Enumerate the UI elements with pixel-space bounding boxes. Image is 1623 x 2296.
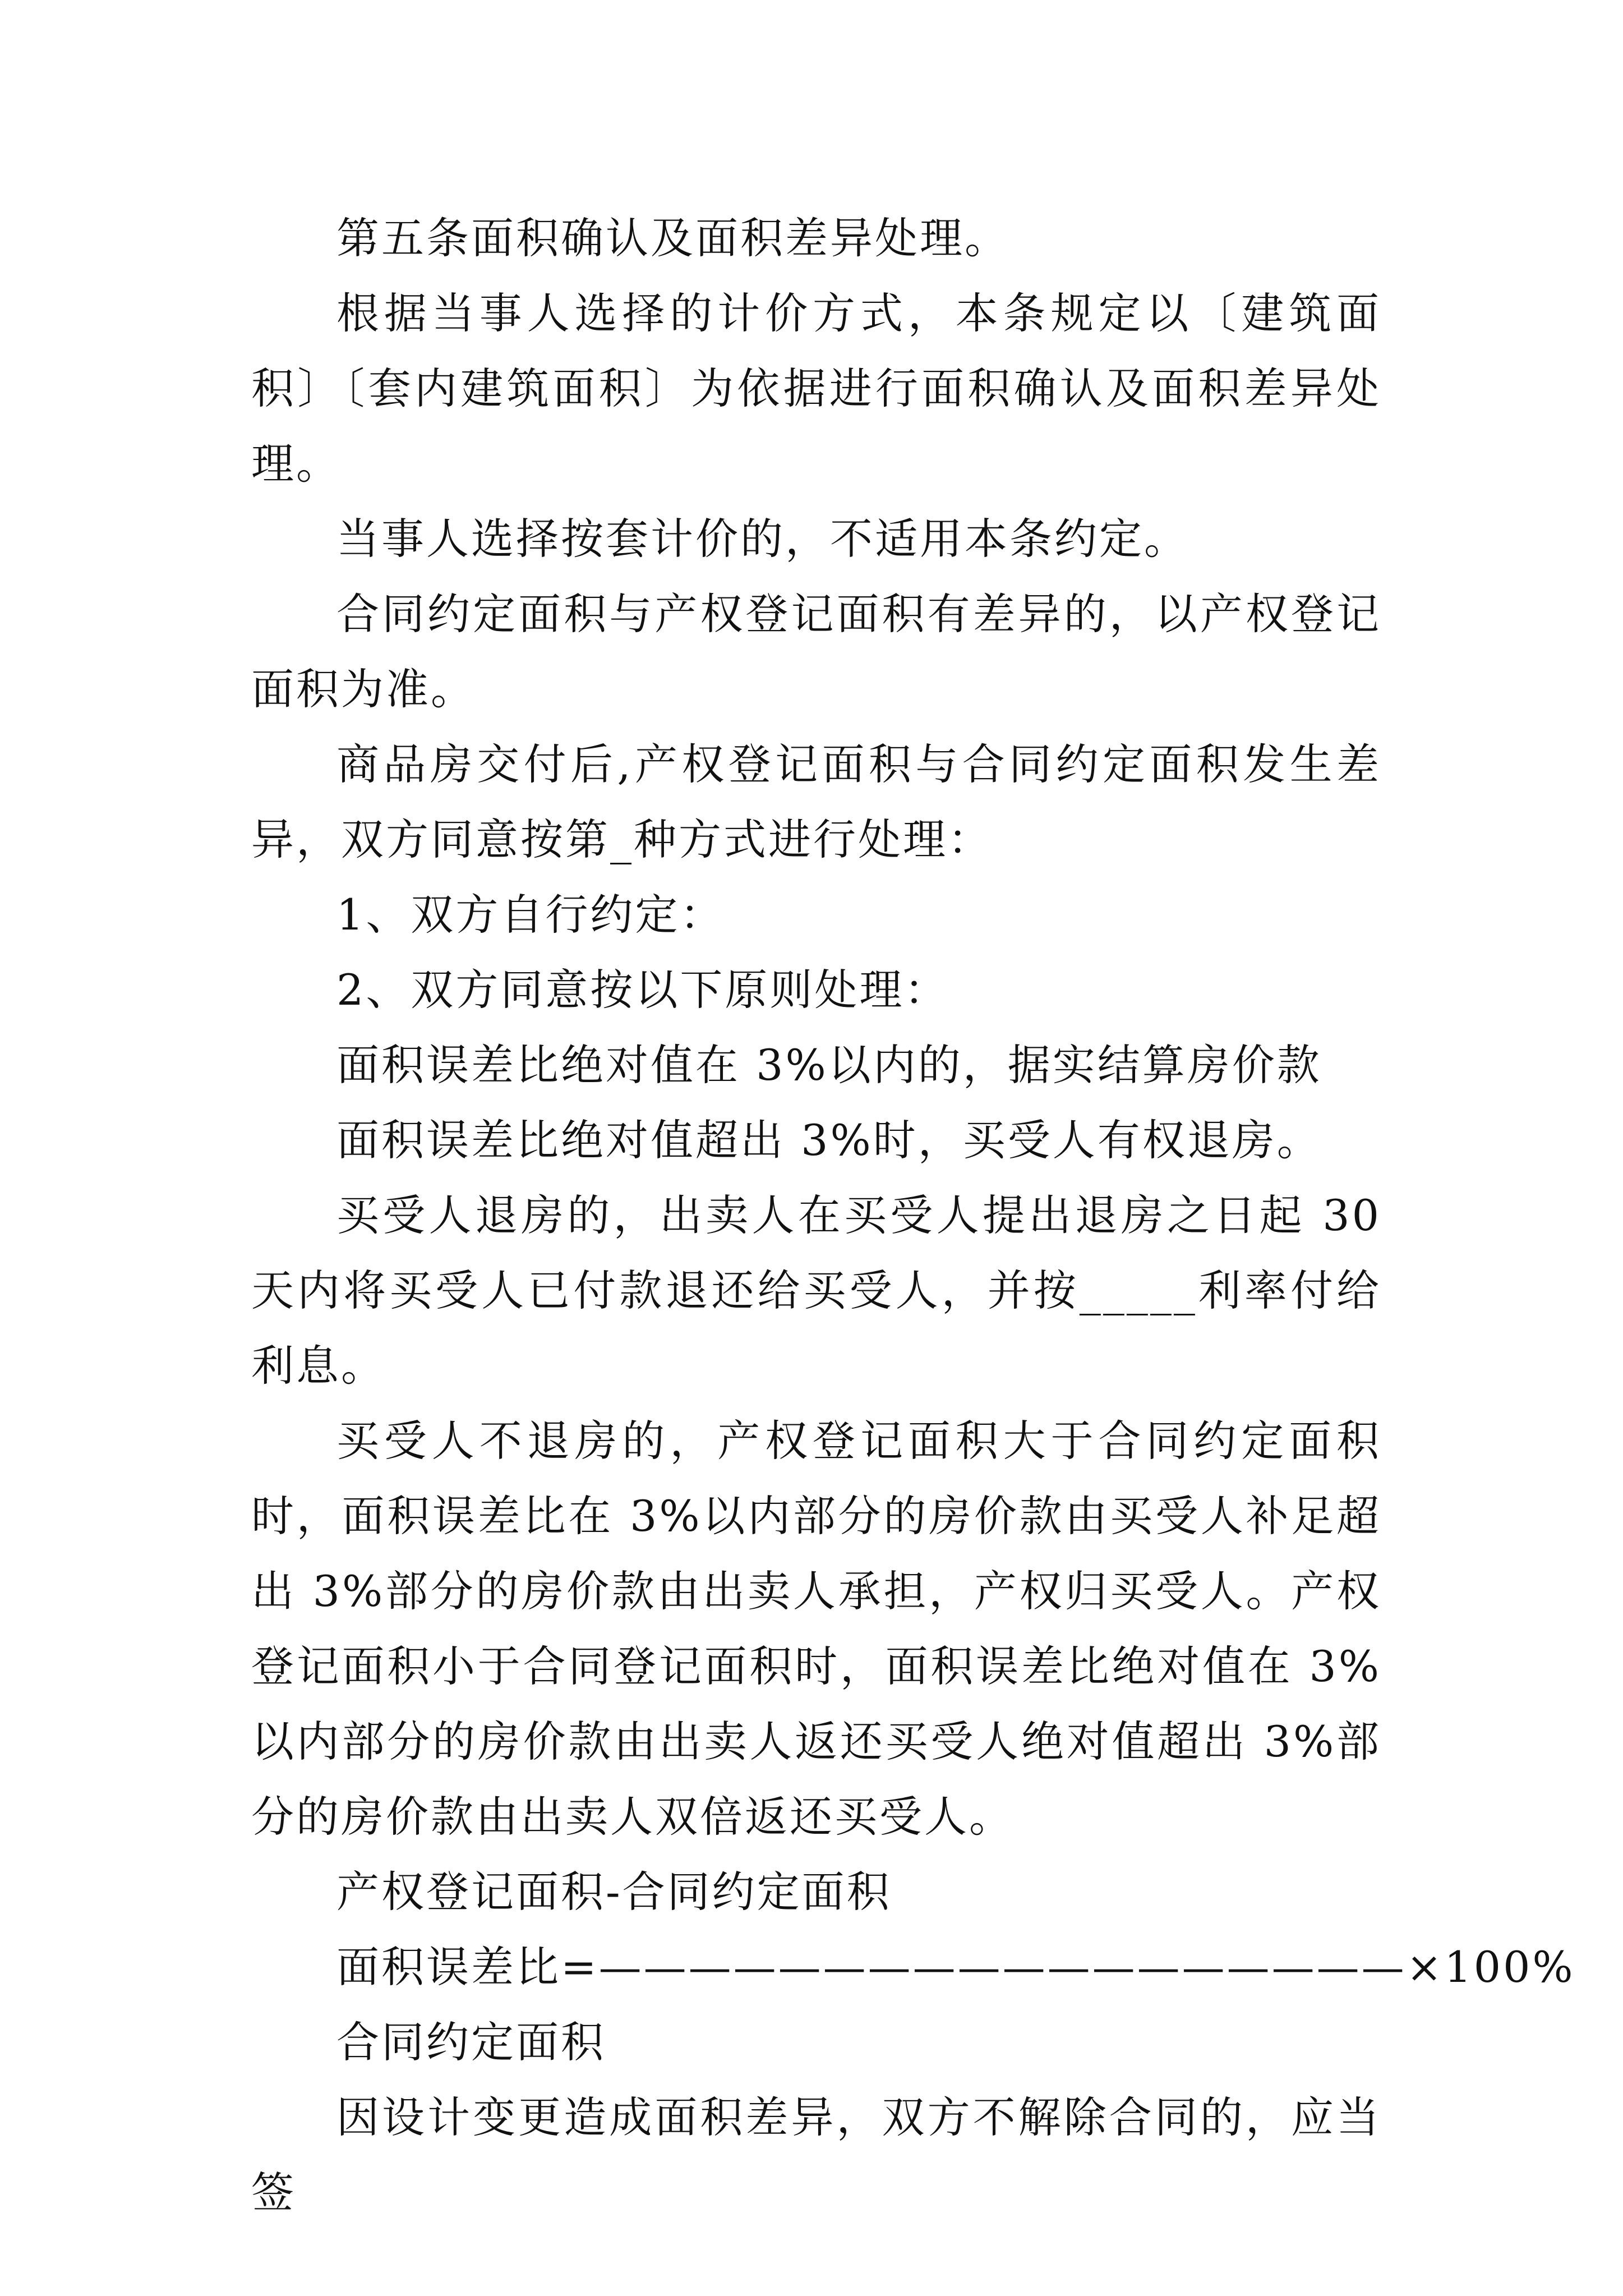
formula-denominator: 合同约定面积: [336, 2017, 606, 2067]
paragraph-design-change: 因设计变更造成面积差异，双方不解除合同的，应当签: [251, 2092, 1381, 2217]
list-item-option-1: 1、双方自行约定：: [336, 890, 725, 940]
paragraph-registered-area-prevails: 合同约定面积与产权登记面积有差异的，以产权登记面积为准。: [251, 589, 1381, 714]
list-item-option-2: 2、双方同意按以下原则处理：: [336, 965, 949, 1015]
paragraph-exceed-3-percent: 面积误差比绝对值超出 3%时，买受人有权退房。: [336, 1115, 1322, 1165]
paragraph-within-3-percent: 面积误差比绝对值在 3%以内的，据实结算房价款: [336, 1040, 1322, 1090]
paragraph-post-delivery-difference: 商品房交付后,产权登记面积与合同约定面积发生差异，双方同意按第_种方式进行处理：: [251, 739, 1381, 864]
paragraph-refund-terms: 买受人退房的，出卖人在买受人提出退房之日起 30 天内将买受人已付款退还给买受人，并按_____利率付给利息。: [251, 1190, 1398, 1391]
paragraph-no-return-terms: 买受人不退房的，产权登记面积大于合同约定面积时，面积误差比在 3%以内部分的房价款由买受人补足超出 3%部分的房价款由出卖人承担，产权归买受人。产权登记面积小于合同登记面积时，面积误差比绝对值在 3%以内部分的房价款由出卖人返还买受人绝对值超出 3%部分的房价款由出卖人双倍返还买受人。: [251, 1416, 1381, 1842]
paragraph-pricing-basis: 根据当事人选择的计价方式，本条规定以〔建筑面积〕〔套内建筑面积〕为依据进行面积确认及面积差异处理。: [251, 288, 1381, 489]
document-body: [251, 201, 1575, 2230]
formula-line: 面积误差比=——————————————————×100%: [336, 1942, 1575, 1992]
clause-heading: 第五条面积确认及面积差异处理。: [336, 213, 1009, 263]
paragraph-per-unit-exclusion: 当事人选择按套计价的，不适用本条约定。: [336, 514, 1189, 564]
formula-numerator: 产权登记面积-合同约定面积: [336, 1867, 892, 1917]
